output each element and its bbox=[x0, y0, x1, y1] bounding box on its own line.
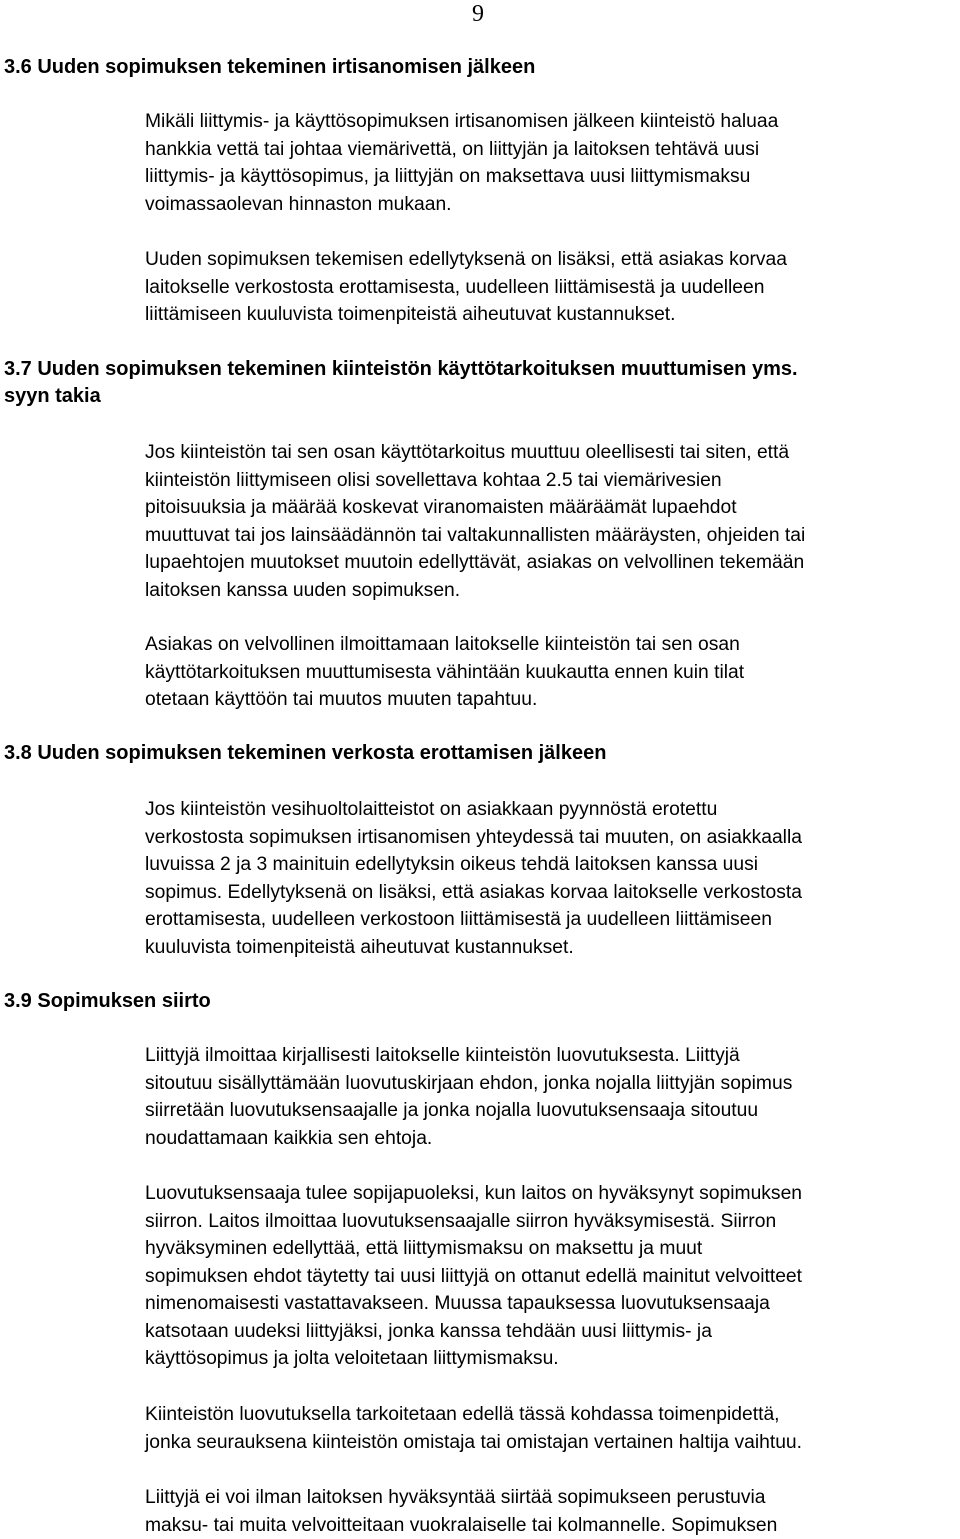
text-line: Mikäli liittymis- ja käyttösopimuksen irtisanomisen jälkeen kiinteistö haluaa bbox=[145, 108, 960, 136]
text-line: kiinteistön liittymiseen olisi sovellettava kohtaa 2.5 tai viemärivesien bbox=[145, 467, 960, 495]
text-line: liittämiseen kuuluvista toimenpiteistä aiheutuvat kustannukset. bbox=[145, 301, 960, 329]
text-line: Jos kiinteistön vesihuoltolaitteistot on asiakkaan pyynnöstä erotettu bbox=[145, 796, 960, 824]
text-line: Luovutuksensaaja tulee sopijapuoleksi, kun laitos on hyväksynyt sopimuksen bbox=[145, 1180, 960, 1208]
text-line: luvuissa 2 ja 3 mainituin edellytyksin oikeus tehdä laitoksen kanssa uusi bbox=[145, 851, 960, 879]
text-line: sopimus. Edellytyksenä on lisäksi, että asiakas korvaa laitokselle verkostosta bbox=[145, 879, 960, 907]
page-number: 9 bbox=[472, 0, 484, 28]
section-3-9-paragraph-2 bbox=[145, 1180, 960, 1373]
text-line: liittymis- ja käyttösopimus, ja liittyjän on maksettava uusi liittymismaksu bbox=[145, 163, 960, 191]
text-line: jonka seurauksena kiinteistön omistaja tai omistajan vertainen haltija vaihtuu. bbox=[145, 1429, 960, 1457]
text-line: voimassaolevan hinnaston mukaan. bbox=[145, 191, 960, 219]
text-line: Asiakas on velvollinen ilmoittamaan laitokselle kiinteistön tai sen osan bbox=[145, 631, 960, 659]
text-line: hyväksyminen edellyttää, että liittymismaksu on maksettu ja muut bbox=[145, 1235, 960, 1263]
section-3-9-paragraph-3 bbox=[145, 1401, 960, 1456]
section-3-6-heading: 3.6 Uuden sopimuksen tekeminen irtisanomisen jälkeen bbox=[4, 54, 535, 81]
text-line: käyttötarkoituksen muuttumisesta vähintään kuukautta ennen kuin tilat bbox=[145, 659, 960, 687]
section-3-6-paragraph-1 bbox=[145, 108, 960, 218]
text-line: kuuluvista toimenpiteistä aiheutuvat kustannukset. bbox=[145, 934, 960, 962]
text-line: käyttösopimus ja jolta veloitetaan liittymismaksu. bbox=[145, 1345, 960, 1373]
heading-line: 3.7 Uuden sopimuksen tekeminen kiinteistön käyttötarkoituksen muuttumisen yms. bbox=[4, 356, 798, 383]
text-line: sopimuksen ehdot täytetty tai uusi liittyjä on ottanut edellä mainitut velvoitteet bbox=[145, 1263, 960, 1291]
text-line: siirron. Laitos ilmoittaa luovutuksensaajalle siirron hyväksymisestä. Siirron bbox=[145, 1208, 960, 1236]
text-line: laitokselle verkostosta erottamisesta, uudelleen liittämisestä ja uudelleen bbox=[145, 274, 960, 302]
text-line: laitoksen kanssa uuden sopimuksen. bbox=[145, 577, 960, 605]
text-line: nimenomaisesti vastattavakseen. Muussa tapauksessa luovutuksensaaja bbox=[145, 1290, 960, 1318]
section-3-7-paragraph-2 bbox=[145, 631, 960, 714]
text-line: siirretään luovutuksensaajalle ja jonka nojalla luovutuksensaaja sitoutuu bbox=[145, 1097, 960, 1125]
text-line: verkostosta sopimuksen irtisanomisen yhteydessä tai muuten, on asiakkaalla bbox=[145, 824, 960, 852]
text-line: muuttuvat tai jos lainsäädännön tai valtakunnallisten määräysten, ohjeiden tai bbox=[145, 522, 960, 550]
text-line: katsotaan uudeksi liittyjäksi, jonka kanssa tehdään uusi liittymis- ja bbox=[145, 1318, 960, 1346]
section-3-9-paragraph-4 bbox=[145, 1484, 960, 1539]
text-line: Liittyjä ilmoittaa kirjallisesti laitokselle kiinteistön luovutuksesta. Liittyjä bbox=[145, 1042, 960, 1070]
section-3-9-paragraph-1 bbox=[145, 1042, 960, 1152]
text-line: Jos kiinteistön tai sen osan käyttötarkoitus muuttuu oleellisesti tai siten, että bbox=[145, 439, 960, 467]
text-line: pitoisuuksia ja määrää koskevat viranomaisten määräämät lupaehdot bbox=[145, 494, 960, 522]
section-3-8-paragraph-1 bbox=[145, 796, 960, 961]
text-line: hankkia vettä tai johtaa viemärivettä, on liittyjän ja laitoksen tehtävä uusi bbox=[145, 136, 960, 164]
text-line: erottamisesta, uudelleen verkostoon liittämisestä ja uudelleen liittämiseen bbox=[145, 906, 960, 934]
section-3-7-paragraph-1 bbox=[145, 439, 960, 604]
text-line: maksu- tai muita velvoitteitaan vuokralaiselle tai kolmannelle. Sopimuksen bbox=[145, 1512, 960, 1539]
text-line: lupaehtojen muutokset muutoin edellyttävät, asiakas on velvollinen tekemään bbox=[145, 549, 960, 577]
section-3-9-heading: 3.9 Sopimuksen siirto bbox=[4, 988, 211, 1015]
heading-line: syyn takia bbox=[4, 383, 798, 410]
text-line: sitoutuu sisällyttämään luovutuskirjaan ehdon, jonka nojalla liittyjän sopimus bbox=[145, 1070, 960, 1098]
text-line: Liittyjä ei voi ilman laitoksen hyväksyntää siirtää sopimukseen perustuvia bbox=[145, 1484, 960, 1512]
section-3-6-paragraph-2 bbox=[145, 246, 960, 329]
text-line: otetaan käyttöön tai muutos muuten tapahtuu. bbox=[145, 686, 960, 714]
text-line: Uuden sopimuksen tekemisen edellytyksenä on lisäksi, että asiakas korvaa bbox=[145, 246, 960, 274]
text-line: Kiinteistön luovutuksella tarkoitetaan edellä tässä kohdassa toimenpidettä, bbox=[145, 1401, 960, 1429]
section-3-7-heading bbox=[4, 356, 798, 410]
section-3-8-heading: 3.8 Uuden sopimuksen tekeminen verkosta erottamisen jälkeen bbox=[4, 740, 606, 767]
text-line: noudattamaan kaikkia sen ehtoja. bbox=[145, 1125, 960, 1153]
